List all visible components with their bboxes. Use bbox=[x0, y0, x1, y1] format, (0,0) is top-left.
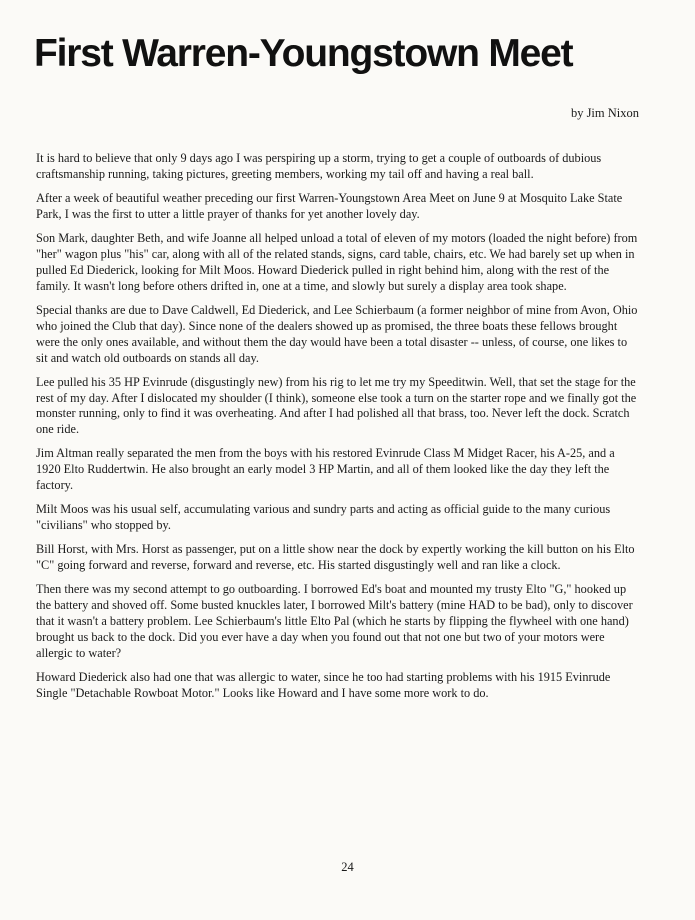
paragraph: Bill Horst, with Mrs. Horst as passenger, put on a little show near the dock by expertly working the kill button on his Elto "C" going forward and reverse, forward and reverse, etc. His started disgustingly well and ran like a clock. bbox=[36, 542, 635, 573]
byline: by Jim Nixon bbox=[570, 106, 639, 120]
article-body bbox=[36, 151, 641, 710]
page-number: 24 bbox=[341, 860, 354, 874]
paragraph: Lee pulled his 35 HP Evinrude (disgustingly new) from his rig to let me try my Speeditwin. Well, that set the stage for the rest of my day. After I dislocated my shoulder (I think), someone else took a turn on the starter rope and we finally got the monster running, only to find it was overheating. And after I had polished all that brass, too. Never left the dock. Scratch one ride. bbox=[36, 374, 637, 437]
paragraph: It is hard to believe that only 9 days ago I was perspiring up a storm, trying to get a couple of outboards of dubious craftsmanship running, taking pictures, greeting members, working my tail off and having a real ball. bbox=[36, 151, 602, 181]
paragraph: Special thanks are due to Dave Caldwell, Ed Diederick, and Lee Schierbaum (a former neighbor of mine from Avon, Ohio who joined the Club that day). Since none of the dealers showed up as promised, the three boats these fellows brought were the only ones available, and without them the day would have been a total disaster -- unless, of course, one likes to sit and watch old outboards on stands all day. bbox=[36, 302, 638, 365]
paragraph: After a week of beautiful weather preceding our first Warren-Youngstown Area Meet on June 9 at Mosquito Lake State Park, I was the first to utter a little prayer of thanks for yet another lovely day. bbox=[36, 191, 623, 221]
article-title: First Warren-Youngstown Meet bbox=[34, 32, 573, 75]
paragraph: Son Mark, daughter Beth, and wife Joanne all helped unload a total of eleven of my motors (loaded the night before) from "her" wagon plus "his" car, along with all of the related stands, signs, card table, chairs, etc. We had barely set up when in pulled Ed Diederick, looking for Milt Moos. Howard Diederick pulled in right behind him, along with the rest of the family. It wasn't long before others drifted in, one at a time, and slowly but surely a display area took shape. bbox=[36, 231, 638, 293]
paragraph: Then there was my second attempt to go outboarding. I borrowed Ed's boat and mounted my trusty Elto "G," hooked up the battery and shoved off. Some busted knuckles later, I borrowed Milt's battery (mine HAD to be bad), only to discover that it wasn't a battery problem. Lee Schierbaum's little Elto Pal (which he starts by flipping the flywheel with one hand) brought us back to the dock. Did you ever have a day when you found out that not one but two of your motors were allergic to water? bbox=[36, 582, 633, 660]
paragraph: Milt Moos was his usual self, accumulating various and sundry parts and acting as official guide to the many curious "civilians" who stopped by. bbox=[36, 502, 611, 533]
paragraph: Howard Diederick also had one that was allergic to water, since he too had starting problems with his 1915 Evinrude Single "Detachable Rowboat Motor." Looks like Howard and I have some more work to do. bbox=[36, 670, 611, 700]
paragraph: Jim Altman really separated the men from the boys with his restored Evinrude Class M Midget Racer, his A-25, and a 1920 Elto Ruddertwin. He also brought an early model 3 HP Martin, and all of them looked like the day they left the factory. bbox=[36, 446, 615, 493]
